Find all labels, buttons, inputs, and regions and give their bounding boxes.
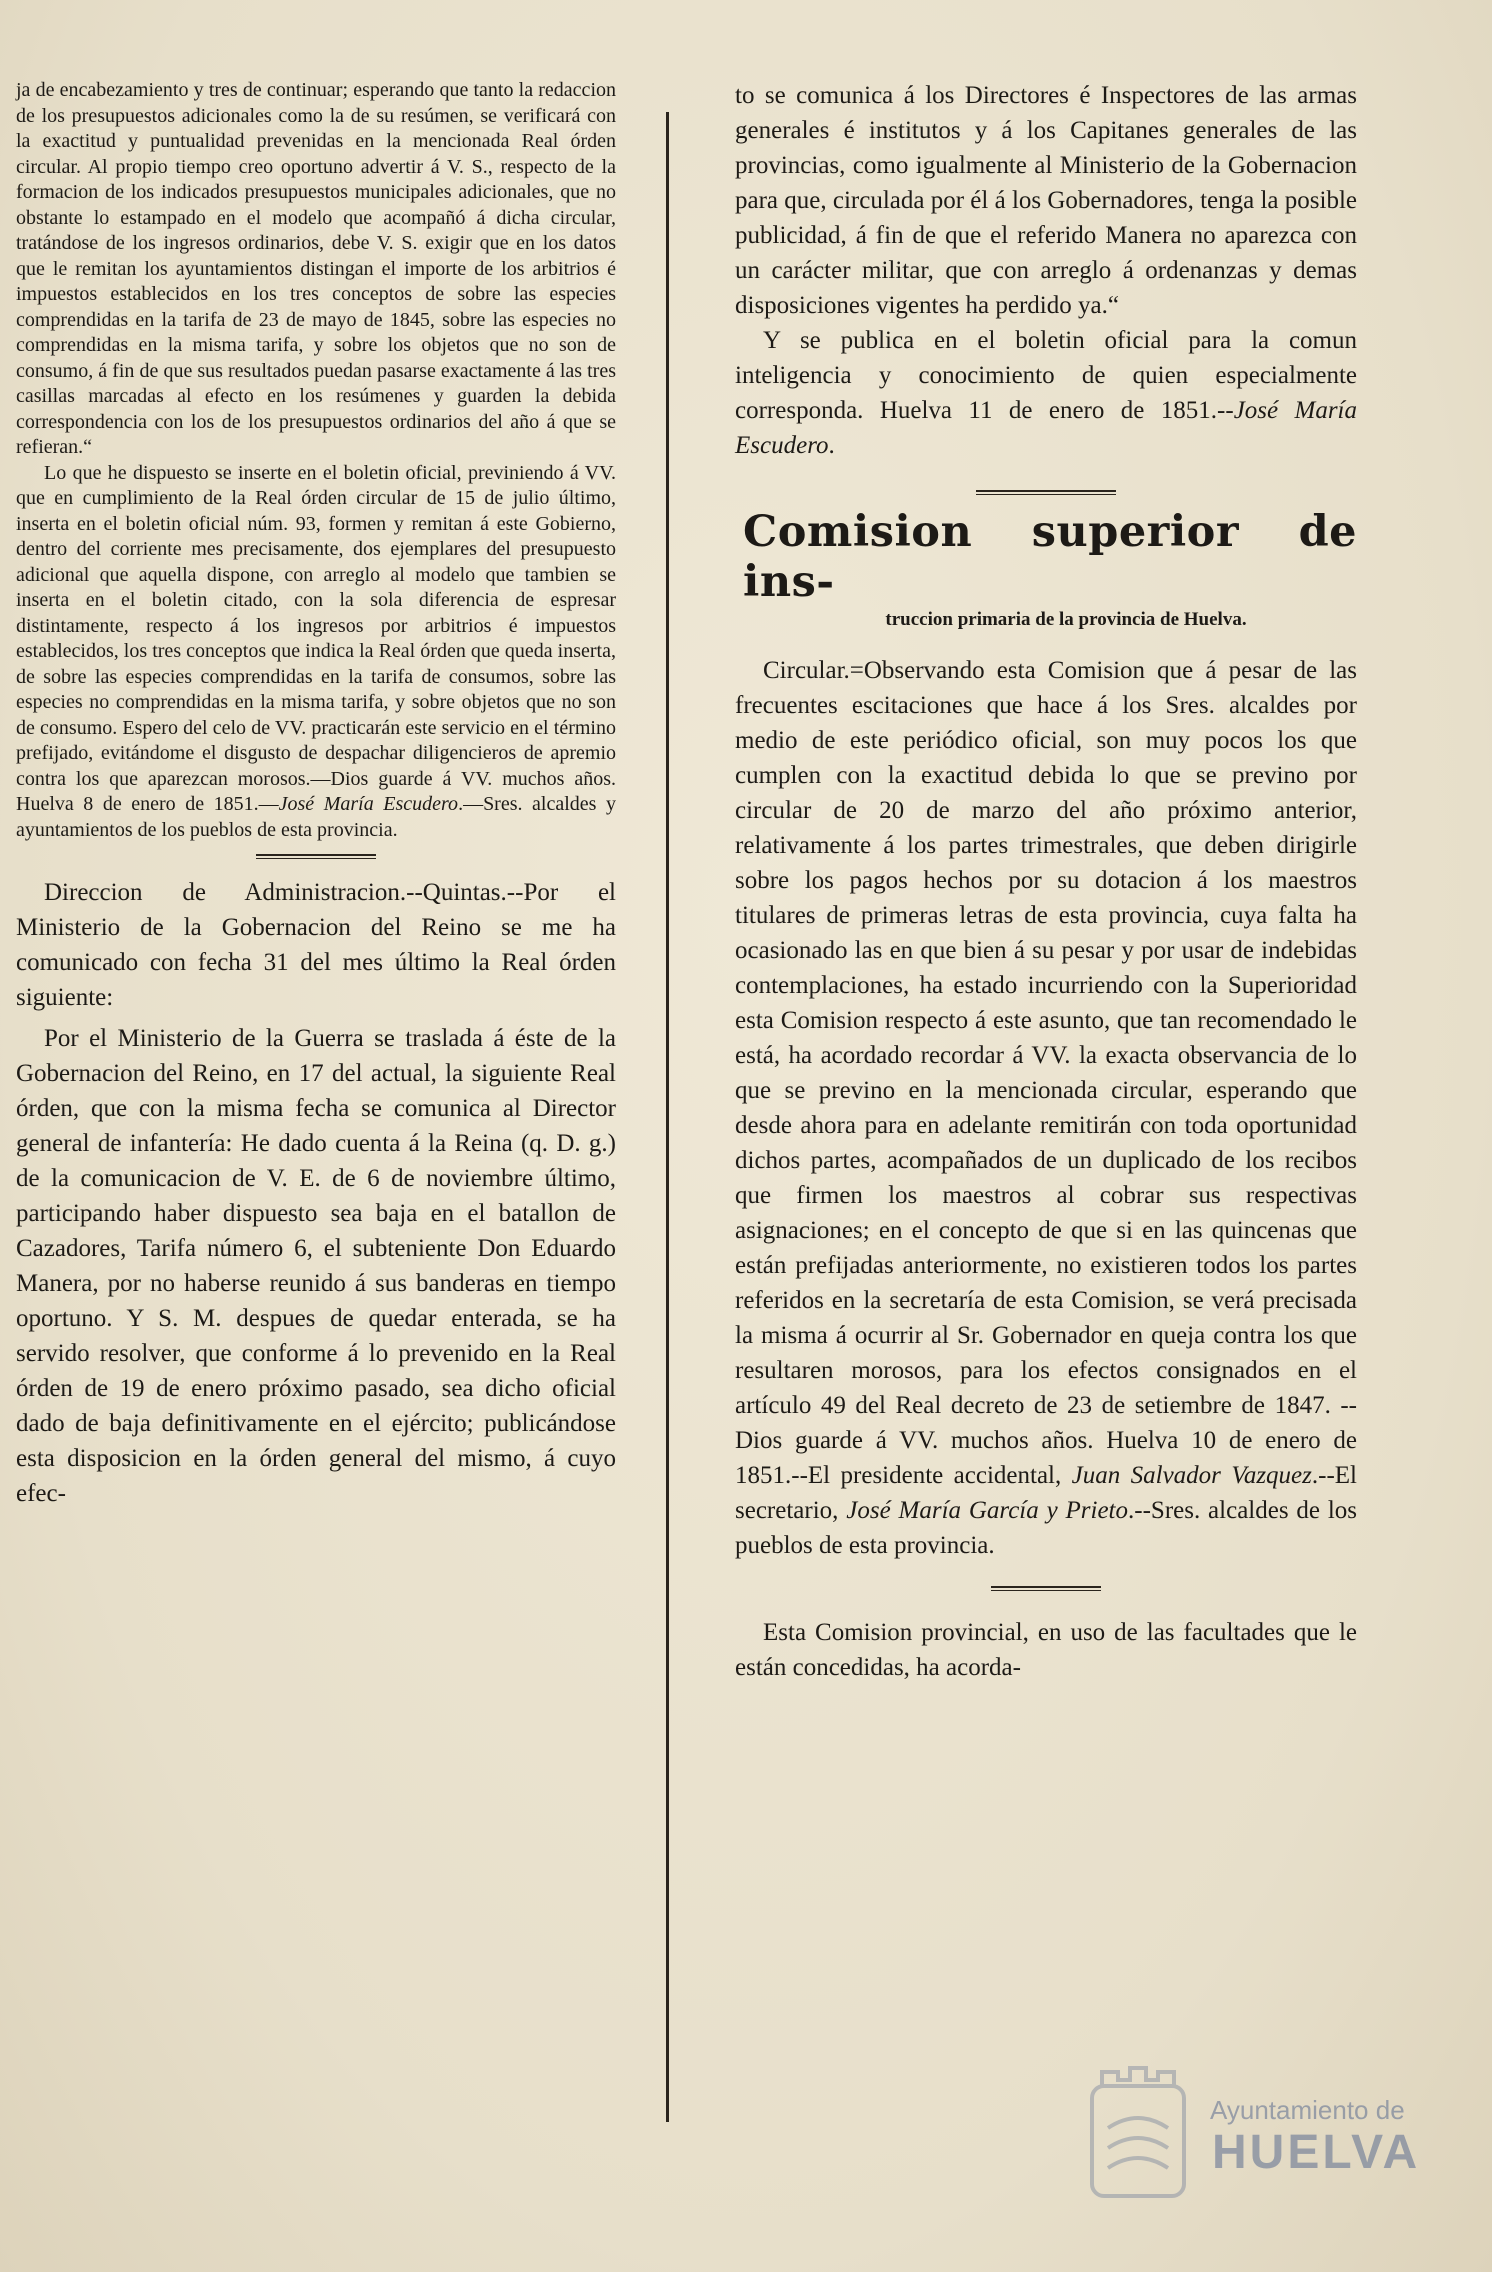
right-paragraph-4: Esta Comision provincial, en uso de las facultades que le están concedidas, ha acorda- (735, 1619, 1357, 1681)
left-paragraph-3: Direccion de Administracion.--Quintas.--Por el Ministerio de la Gobernacion del Reino se me ha comunicado con fecha 31 del mes último la Real órden siguiente: (16, 879, 616, 1011)
section-title: Comision superior de ins- (743, 507, 1357, 607)
left-paragraph-2: Lo que he dispuesto se inserte en el boletin oficial, previniendo á VV. que en cumplimiento de la Real órden circular de 15 de julio último, inserta en el boletin oficial núm. 93, formen y remitan á este Gobierno, dentro del corriente mes precisamente, dos ejemplares del presupuesto adicional que aquella dispone, con arreglo al modelo que tambien se inserta en el boletin citado, con la sola diferencia de espresar distintamente, respecto á los ingresos por arbitrios é impuestos establecidos, los tres conceptos que indica la Real órden que queda inserta, de sobre las especies comprendidas en la tarifa de consumos, sobre las especies no comprendidas en la misma tarifa, y sobre objetos que no son de consumo. Espero del celo de VV. practicarán este servicio en el término prefijado, evitándome el disgusto de despachar diligencieros de apremio contra los que aparezcan morosos.—Dios guarde á VV. muchos años. Huelva 8 de enero de 1851.—José María Escudero.—Sres. alcaldes y ayuntamientos de los pueblos de esta provincia. (16, 461, 616, 841)
right-paragraph-3: Circular.=Observando esta Comision que á pesar de las frecuentes escitaciones que hace á los Sres. alcaldes por medio de este periódico oficial, son muy pocos los que cumplen con la exactitud debida lo que se previno por circular de 20 de marzo del año próximo anterior, relativamente á los partes trimestrales, que deben dirigirle sobre los pagos hechos por su dotacion á los maestros titulares de primeras letras de esta provincia, cuya falta ha ocasionado las en que bien á su pesar y por usar de indebidas contemplaciones, ha estado incurriendo con la Superioridad esta Comision respecto á este asunto, que tan recomendado le está, ha acordado recordar á VV. la exacta observancia de lo que se previno en la mencionada circular, esperando que desde ahora para en adelante remitirán con toda oportunidad dichos partes, acompañados de un duplicado de los recibos que firmen los maestros al cobrar sus respectivas asignaciones; en el concepto de que si en las quincenas que están prefijadas anteriormente, no existieren todos los partes referidos en la secretaría de esta Comision, se verá precisada la misma á ocurrir al Sr. Gobernador en queja contra los que resultaren morosos, para los efectos consignados en el artículo 49 del Real decreto de 23 de setiembre de 1847. --Dios guarde á VV. muchos años. Huelva 10 de enero de 1851.--El presidente accidental, Juan Salvador Vazquez.--El secretario, José María García y Prieto.--Sres. alcaldes de los pueblos de esta provincia. (735, 657, 1358, 1559)
signature-escudero-2: José María Escudero (735, 397, 1358, 459)
left-paragraph-4: Por el Ministerio de la Guerra se traslada á éste de la Gobernacion del Reino, en 17 del actual, la siguiente Real órden, que con la misma fecha se comunica al Director general de infantería: He dado cuenta á la Reina (q. D. g.) de la comunicacion de V. E. de 6 de noviembre último, participando haber dispuesto sea baja en el batallon de Cazadores, Tarifa número 6, el subteniente Don Eduardo Manera, por no haberse reunido á sus banderas en tiempo oportuno. Y S. M. despues de quedar enterada, se ha servido resolver, que conforme á lo prevenido en la Real órden de 19 de enero próximo pasado, sea dicho oficial dado de baja definitivamente en el ejército; publicándose esta disposicion en la órden general del mismo, á cuyo efec- (16, 1025, 616, 1507)
signature-escudero: José María Escudero (278, 793, 459, 815)
left-paragraph-1: ja de encabezamiento y tres de continuar; esperando que tanto la redaccion de los presupuestos adicionales como la de su resúmen, se verificará con la exactitud y puntualidad prevenidas en la mencionada Real órden circular. Al propio tiempo creo oportuno advertir á V. S., respecto de la formacion de los indicados presupuestos municipales adicionales, que no obstante lo estampado en el modelo que acompañó á dicha circular, tratándose de los ingresos ordinarios, debe V. S. exigir que en los datos que le remitan los ayuntamientos distingan el importe de los arbitrios é impuestos establecidos en los tres conceptos de sobre las especies comprendidas en la tarifa de 23 de mayo de 1845, sobre las especies no comprendidas en la misma tarifa, y sobre los objetos que no son de consumo, á fin de que sus resultados puedan pasarse exactamente á las tres casillas marcadas al efecto en los resúmenes y guarden la debida correspondencia con los de los presupuestos ordinarios del año á que se refieran.“ (16, 79, 616, 458)
left-column (16, 78, 616, 1511)
column-divider (666, 112, 669, 2122)
right-paragraph-2: Y se publica en el boletin oficial para la comun inteligencia y conocimiento de quien especialmente corresponda. Huelva 11 de enero de 1851.--José María Escudero. (735, 327, 1358, 459)
separator-rule-3 (991, 1585, 1101, 1593)
signature-vazquez: Juan Salvador Vazquez (1071, 1462, 1312, 1489)
right-paragraph-1: to se comunica á los Directores é Inspectores de las armas generales é institutos y á los Capitanes generales de las provincias, como igualmente al Ministerio de la Gobernacion para que, circulada por él á los Gobernadores, tenga la posible publicidad, á fin de que el referido Manera no aparezca con un carácter militar, que con arreglo á ordenanzas y demas disposiciones vigentes ha perdido ya.“ (735, 82, 1357, 319)
separator-rule (256, 853, 376, 861)
separator-rule-2 (976, 489, 1116, 497)
watermark-line-2: HUELVA (1212, 2126, 1421, 2179)
signature-garcia: José María García y Prieto (846, 1497, 1129, 1524)
section-subtitle: truccion primaria de la provincia de Huelva. (885, 609, 1247, 630)
right-column (735, 78, 1357, 1685)
watermark-line-1: Ayuntamiento de (1210, 2095, 1405, 2125)
